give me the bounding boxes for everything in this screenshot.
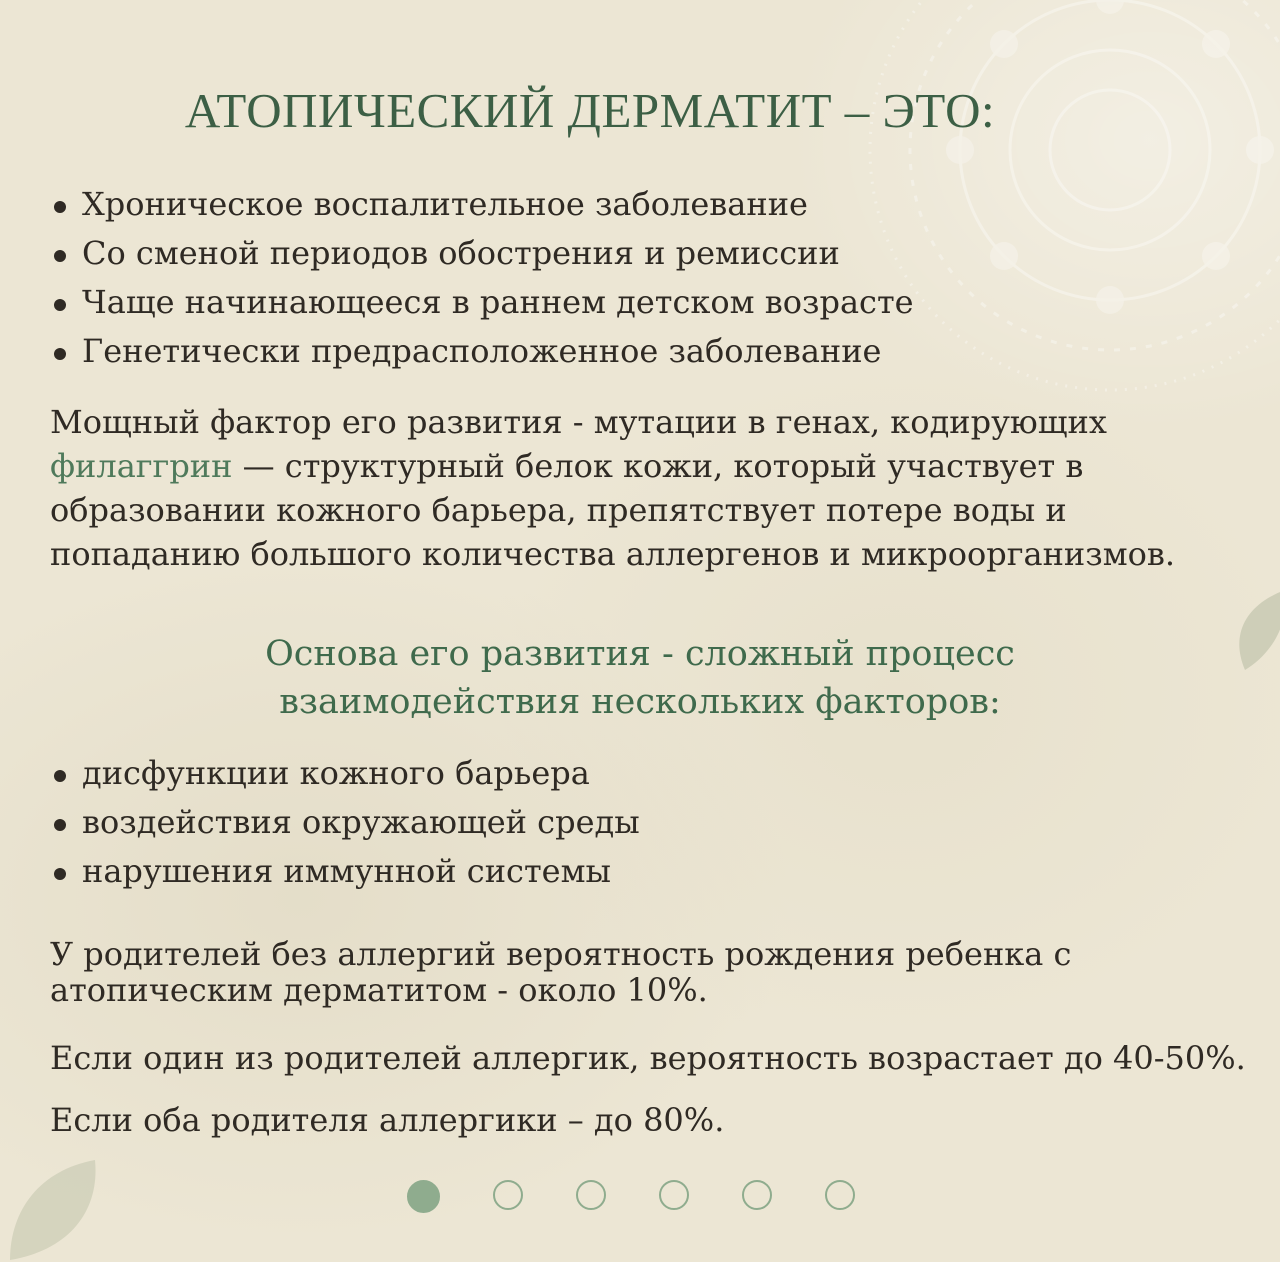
page-title: АТОПИЧЕСКИЙ ДЕРМАТИТ – ЭТО: (184, 83, 996, 138)
stat-both-parents: Если оба родителя аллергики – до 80%. (50, 1101, 725, 1139)
pagination-dot-2[interactable] (493, 1180, 523, 1210)
paragraph-line (50, 444, 1240, 488)
list-item: Со сменой периодов обострения и ремиссии (50, 229, 914, 278)
factors-list (50, 749, 640, 896)
pagination-dot-3[interactable] (576, 1180, 606, 1210)
pagination-dot-4[interactable] (659, 1180, 689, 1210)
subtitle-line: Основа его развития - сложный процесс (265, 634, 1015, 674)
stat-line: атопическим дерматитом - около 10%. (50, 971, 708, 1009)
paragraph-line: образовании кожного барьера, препятствует потере воды и (50, 491, 1067, 529)
leaf-decoration-icon (0, 1150, 120, 1262)
list-item: нарушения иммунной системы (50, 847, 640, 896)
paragraph-line: попаданию большого количества аллергенов и микроорганизмов. (50, 535, 1176, 573)
subtitle-line: взаимодействия нескольких факторов: (279, 682, 1001, 722)
mandala-ornament-icon (850, 0, 1280, 410)
stat-line: У родителей без аллергий вероятность рождения ребенка с (50, 935, 1072, 973)
pagination-dot-6[interactable] (825, 1180, 855, 1210)
stat-one-parent: Если один из родителей аллергик, вероятность возрастает до 40-50%. (50, 1039, 1246, 1077)
paragraph-line: Мощный фактор его развития - мутации в генах, кодирующих (50, 403, 1107, 441)
list-item: Генетически предрасположенное заболевание (50, 327, 914, 376)
filaggrin-term: филаггрин (50, 447, 233, 485)
carousel-pagination (407, 1180, 855, 1214)
paragraph-line-rest: — структурный белок кожи, который участвует в (232, 447, 1084, 485)
list-item: Чаще начинающееся в раннем детском возрасте (50, 278, 914, 327)
list-item: дисфункции кожного барьера (50, 749, 640, 798)
filaggrin-paragraph (50, 400, 1240, 576)
stat-no-allergy (50, 936, 1071, 1008)
section-subtitle (0, 630, 1280, 726)
list-item: воздействия окружающей среды (50, 798, 640, 847)
definition-list (50, 180, 914, 376)
pagination-dot-1[interactable] (407, 1180, 440, 1213)
list-item: Хроническое воспалительное заболевание (50, 180, 914, 229)
pagination-dot-5[interactable] (742, 1180, 772, 1210)
